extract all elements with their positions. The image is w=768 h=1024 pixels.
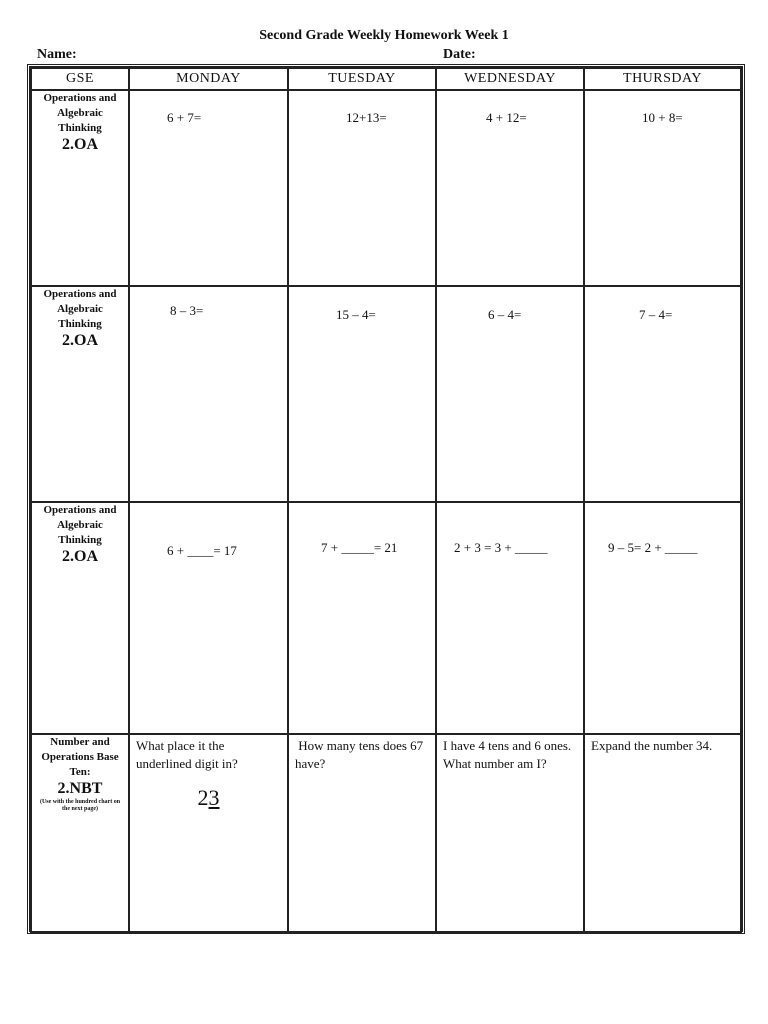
monday-cell	[129, 90, 288, 286]
gse-cell	[31, 286, 129, 502]
column-header-wednesday: WEDNESDAY	[436, 68, 584, 90]
problem-text: 2 + 3 = 3 + _____	[454, 540, 548, 555]
problem-text: 8 – 3=	[170, 303, 204, 318]
column-header-monday: MONDAY	[129, 68, 288, 90]
tuesday-cell	[288, 286, 436, 502]
problem-text: 6 + ____= 17	[167, 543, 237, 558]
problem-text: 4 + 12=	[486, 110, 527, 125]
standard-label: Number and Operations Base Ten:	[41, 736, 119, 778]
standard-code: 2.OA	[62, 332, 98, 349]
thursday-cell	[584, 90, 741, 286]
standard-code: 2.NBT	[57, 780, 103, 797]
tuesday-cell	[288, 734, 436, 932]
column-header-gse: GSE	[31, 68, 129, 90]
thursday-cell	[584, 734, 741, 932]
gse-cell	[31, 502, 129, 734]
problem-text: 7 – 4=	[639, 307, 673, 322]
place-value-number	[130, 785, 287, 811]
table-row	[31, 90, 741, 286]
question-text: Expand the number 34.	[591, 738, 713, 753]
underlined-digit: 3	[208, 785, 220, 810]
standard-label: Operations and Algebraic Thinking	[43, 92, 117, 134]
problem-text: 6 + 7=	[167, 110, 202, 125]
table-row	[31, 286, 741, 502]
column-header-thursday: THURSDAY	[584, 68, 741, 90]
wednesday-cell	[436, 286, 584, 502]
standard-label: Operations and Algebraic Thinking	[43, 504, 117, 546]
problem-text: 12+13=	[346, 110, 387, 125]
standard-code: 2.OA	[62, 548, 98, 565]
standard-code: 2.OA	[62, 136, 98, 153]
wednesday-cell	[436, 502, 584, 734]
problem-text: 6 – 4=	[488, 307, 522, 322]
problem-text: 15 – 4=	[336, 307, 376, 322]
standard-note: (Use with the hundred chart on the next page)	[39, 799, 121, 812]
monday-cell	[129, 734, 288, 932]
question-text: I have 4 tens and 6 ones. What number am I?	[443, 738, 572, 771]
table-row	[31, 502, 741, 734]
monday-cell	[129, 286, 288, 502]
page-title: Second Grade Weekly Homework Week 1	[259, 28, 509, 43]
date-label: Date:	[443, 47, 476, 62]
problem-text: 7 + _____= 21	[321, 540, 398, 555]
column-header-tuesday: TUESDAY	[288, 68, 436, 90]
table-row	[31, 734, 741, 932]
homework-table	[30, 67, 742, 933]
tens-digit: 2	[197, 785, 209, 810]
name-label: Name:	[37, 47, 77, 62]
monday-cell	[129, 502, 288, 734]
question-text: What place it the underlined digit in?	[136, 738, 238, 771]
homework-table-frame	[27, 64, 745, 934]
thursday-cell	[584, 502, 741, 734]
wednesday-cell	[436, 734, 584, 932]
thursday-cell	[584, 286, 741, 502]
standard-label: Operations and Algebraic Thinking	[43, 288, 117, 330]
question-text: How many tens does 67 have?	[295, 738, 437, 771]
problem-text: 10 + 8=	[642, 110, 683, 125]
wednesday-cell	[436, 90, 584, 286]
header-row	[31, 68, 741, 90]
gse-cell	[31, 90, 129, 286]
tuesday-cell	[288, 90, 436, 286]
tuesday-cell	[288, 502, 436, 734]
gse-cell	[31, 734, 129, 932]
problem-text: 9 – 5= 2 + _____	[608, 540, 698, 555]
